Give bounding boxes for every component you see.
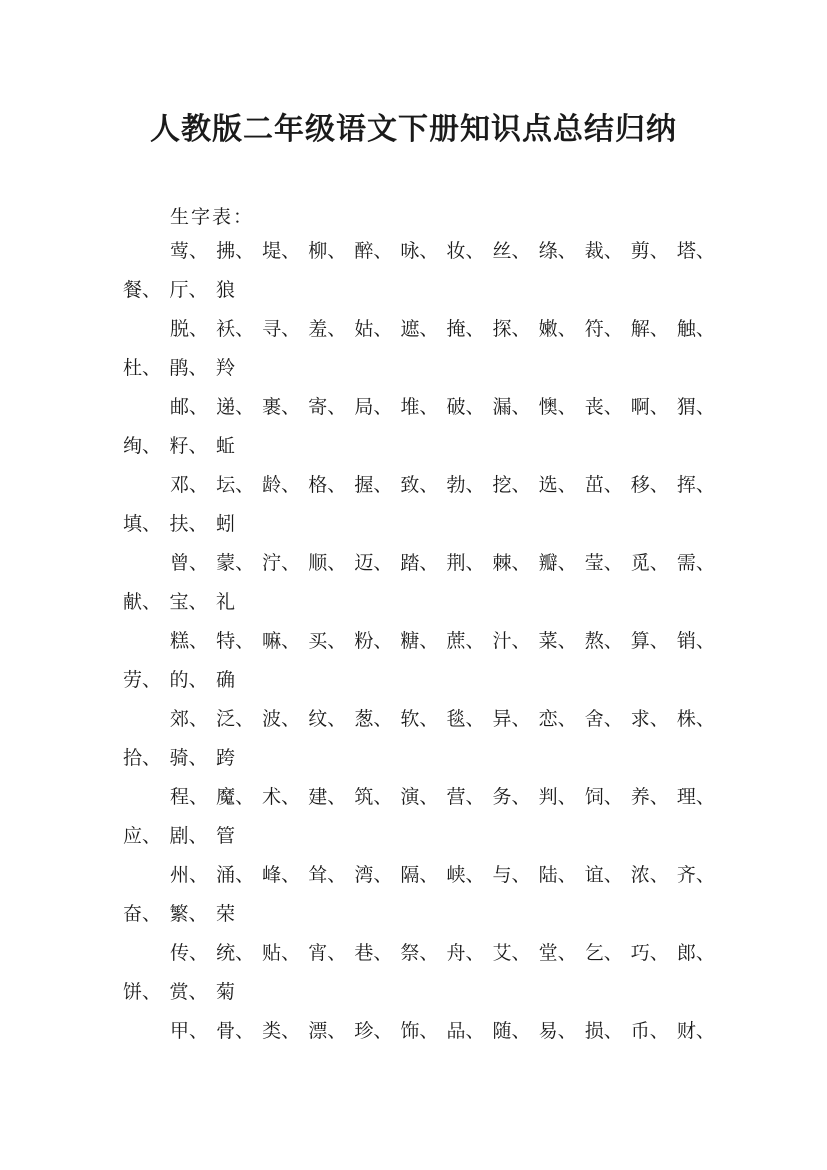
character-item: 羚 — [216, 357, 236, 379]
character-item: 荆、 — [446, 552, 485, 574]
character-item: 荣 — [216, 903, 236, 925]
character-item: 峡、 — [446, 864, 485, 886]
character-item: 涌、 — [216, 864, 255, 886]
character-item: 饰、 — [400, 1020, 439, 1042]
character-item: 舟、 — [446, 942, 485, 964]
entry-line-continuation — [123, 503, 723, 542]
character-item: 迈、 — [354, 552, 393, 574]
character-item: 柳、 — [308, 240, 347, 262]
character-item: 奋、 — [123, 903, 162, 925]
character-item: 符、 — [584, 318, 623, 340]
entry-line-continuation — [123, 893, 723, 932]
character-item: 买、 — [308, 630, 347, 652]
character-item: 州、 — [170, 864, 209, 886]
character-item: 应、 — [123, 825, 162, 847]
character-item: 郎、 — [676, 942, 715, 964]
entry-line-indented — [123, 308, 723, 347]
character-item: 龄、 — [262, 474, 301, 496]
character-item: 陆、 — [538, 864, 577, 886]
character-item: 觅、 — [630, 552, 669, 574]
character-item: 拂、 — [216, 240, 255, 262]
character-item: 鹃、 — [169, 357, 208, 379]
character-item: 类、 — [262, 1020, 301, 1042]
character-item: 挖、 — [492, 474, 531, 496]
character-item: 献、 — [123, 591, 162, 613]
character-item: 遮、 — [400, 318, 439, 340]
character-item: 咏、 — [400, 240, 439, 262]
character-item: 坛、 — [216, 474, 255, 496]
character-item: 宝、 — [169, 591, 208, 613]
character-item: 建、 — [308, 786, 347, 808]
character-item: 珍、 — [354, 1020, 393, 1042]
character-item: 漂、 — [308, 1020, 347, 1042]
character-item: 勃、 — [446, 474, 485, 496]
character-item: 饼、 — [123, 981, 162, 1003]
character-item: 汁、 — [492, 630, 531, 652]
character-item: 探、 — [492, 318, 531, 340]
character-item: 致、 — [400, 474, 439, 496]
character-item: 跨 — [216, 747, 236, 769]
character-item: 耸、 — [308, 864, 347, 886]
character-item: 易、 — [538, 1020, 577, 1042]
character-item: 局、 — [354, 396, 393, 418]
document-title: 人教版二年级语文下册知识点总结归纳 — [150, 112, 677, 147]
character-item: 曾、 — [170, 552, 209, 574]
character-item: 啊、 — [630, 396, 669, 418]
character-item: 泞、 — [262, 552, 301, 574]
character-item: 演、 — [400, 786, 439, 808]
entry-line-continuation — [123, 737, 723, 776]
character-item: 妆、 — [446, 240, 485, 262]
character-item: 齐、 — [676, 864, 715, 886]
character-item: 移、 — [630, 474, 669, 496]
character-item: 拾、 — [123, 747, 162, 769]
character-item: 湾、 — [354, 864, 393, 886]
character-item: 菊 — [216, 981, 236, 1003]
character-item: 厅、 — [169, 279, 208, 301]
character-item: 骨、 — [216, 1020, 255, 1042]
entry-line-continuation — [123, 269, 723, 308]
character-item: 绦、 — [538, 240, 577, 262]
entry-line-continuation — [123, 347, 723, 386]
character-item: 管 — [216, 825, 236, 847]
entry-line-indented — [123, 620, 723, 659]
entry-line-indented — [123, 932, 723, 971]
character-item: 浓、 — [630, 864, 669, 886]
character-item: 丧、 — [584, 396, 623, 418]
entry-line-indented — [123, 854, 723, 893]
character-item: 脱、 — [170, 318, 209, 340]
character-item: 币、 — [630, 1020, 669, 1042]
character-item: 株、 — [676, 708, 715, 730]
character-item: 需、 — [676, 552, 715, 574]
character-item: 裹、 — [262, 396, 301, 418]
character-item: 羞、 — [308, 318, 347, 340]
character-list — [123, 230, 723, 1088]
character-item: 魔、 — [216, 786, 255, 808]
character-item: 谊、 — [584, 864, 623, 886]
character-item: 剧、 — [169, 825, 208, 847]
character-item: 劳、 — [123, 669, 162, 691]
character-item: 寄、 — [308, 396, 347, 418]
character-item: 艾、 — [492, 942, 531, 964]
character-item: 醉、 — [354, 240, 393, 262]
character-item: 礼 — [216, 591, 236, 613]
character-item: 猬、 — [676, 396, 715, 418]
character-item: 特、 — [216, 630, 255, 652]
character-item: 峰、 — [262, 864, 301, 886]
character-item: 蚓 — [216, 513, 236, 535]
character-item: 蚯 — [216, 435, 236, 457]
character-item: 波、 — [262, 708, 301, 730]
character-item: 瓣、 — [538, 552, 577, 574]
character-item: 贴、 — [262, 942, 301, 964]
section-heading: 生字表： — [170, 206, 255, 228]
character-item: 的、 — [169, 669, 208, 691]
character-item: 狼 — [216, 279, 236, 301]
character-item: 统、 — [216, 942, 255, 964]
character-item: 蒙、 — [216, 552, 255, 574]
character-item: 财、 — [676, 1020, 715, 1042]
character-item: 繁、 — [169, 903, 208, 925]
character-item: 挥、 — [676, 474, 715, 496]
character-entry — [123, 698, 723, 776]
character-item: 选、 — [538, 474, 577, 496]
character-item: 泛、 — [216, 708, 255, 730]
character-item: 扶、 — [169, 513, 208, 535]
character-entry — [123, 464, 723, 542]
character-item: 随、 — [492, 1020, 531, 1042]
character-entry — [123, 1010, 723, 1088]
character-item: 嘛、 — [262, 630, 301, 652]
character-entry — [123, 776, 723, 854]
character-item: 蔗、 — [446, 630, 485, 652]
character-item: 填、 — [123, 513, 162, 535]
character-item: 茁、 — [584, 474, 623, 496]
character-item: 赏、 — [169, 981, 208, 1003]
character-item: 营、 — [446, 786, 485, 808]
character-item: 术、 — [262, 786, 301, 808]
character-item: 裁、 — [584, 240, 623, 262]
character-item: 毯、 — [446, 708, 485, 730]
character-item: 触、 — [676, 318, 715, 340]
character-item: 顺、 — [308, 552, 347, 574]
character-item: 破、 — [446, 396, 485, 418]
character-entry — [123, 308, 723, 386]
character-item: 隔、 — [400, 864, 439, 886]
entry-line-indented — [123, 1010, 723, 1049]
character-item: 杜、 — [123, 357, 162, 379]
character-item: 棘、 — [492, 552, 531, 574]
character-item: 籽、 — [169, 435, 208, 457]
character-item: 务、 — [492, 786, 531, 808]
character-item: 糕、 — [170, 630, 209, 652]
character-item: 筑、 — [354, 786, 393, 808]
character-item: 袄、 — [216, 318, 255, 340]
character-item: 粉、 — [354, 630, 393, 652]
character-item: 传、 — [170, 942, 209, 964]
character-item: 纹、 — [308, 708, 347, 730]
character-item: 莺、 — [170, 240, 209, 262]
entry-line-continuation — [123, 581, 723, 620]
character-item: 握、 — [354, 474, 393, 496]
character-item: 养、 — [630, 786, 669, 808]
entry-line-indented — [123, 464, 723, 503]
character-item: 确 — [216, 669, 236, 691]
character-item: 程、 — [170, 786, 209, 808]
character-item: 糖、 — [400, 630, 439, 652]
character-item: 递、 — [216, 396, 255, 418]
character-item: 踏、 — [400, 552, 439, 574]
character-item: 嫩、 — [538, 318, 577, 340]
character-item: 异、 — [492, 708, 531, 730]
entry-line-indented — [123, 698, 723, 737]
character-entry — [123, 854, 723, 932]
character-item: 判、 — [538, 786, 577, 808]
entry-line-continuation — [123, 971, 723, 1010]
entry-line-indented — [123, 386, 723, 425]
character-item: 骑、 — [169, 747, 208, 769]
character-item: 剪、 — [630, 240, 669, 262]
character-item: 邮、 — [170, 396, 209, 418]
character-item: 郊、 — [170, 708, 209, 730]
character-item: 损、 — [584, 1020, 623, 1042]
character-item: 姑、 — [354, 318, 393, 340]
character-item: 品、 — [446, 1020, 485, 1042]
character-item: 熬、 — [584, 630, 623, 652]
character-item: 懊、 — [538, 396, 577, 418]
character-item: 寻、 — [262, 318, 301, 340]
character-item: 宵、 — [308, 942, 347, 964]
character-item: 塔、 — [676, 240, 715, 262]
character-item: 祭、 — [400, 942, 439, 964]
character-item: 乞、 — [584, 942, 623, 964]
character-item: 堆、 — [400, 396, 439, 418]
character-entry — [123, 386, 723, 464]
character-item: 巧、 — [630, 942, 669, 964]
character-item: 邓、 — [170, 474, 209, 496]
character-item: 丝、 — [492, 240, 531, 262]
entry-line-indented — [123, 542, 723, 581]
character-item: 销、 — [676, 630, 715, 652]
character-entry — [123, 230, 723, 308]
character-entry — [123, 620, 723, 698]
entry-line-continuation — [123, 1049, 723, 1088]
character-item: 解、 — [630, 318, 669, 340]
character-item: 理、 — [676, 786, 715, 808]
character-entry — [123, 542, 723, 620]
character-item: 格、 — [308, 474, 347, 496]
entry-line-indented — [123, 776, 723, 815]
character-item: 掩、 — [446, 318, 485, 340]
character-item: 堂、 — [538, 942, 577, 964]
character-item: 漏、 — [492, 396, 531, 418]
character-item: 绚、 — [123, 435, 162, 457]
character-item: 舍、 — [584, 708, 623, 730]
character-item: 甲、 — [170, 1020, 209, 1042]
character-item: 与、 — [492, 864, 531, 886]
character-item: 菜、 — [538, 630, 577, 652]
character-item: 巷、 — [354, 942, 393, 964]
character-item: 饲、 — [584, 786, 623, 808]
entry-line-continuation — [123, 659, 723, 698]
character-item: 算、 — [630, 630, 669, 652]
character-item: 堤、 — [262, 240, 301, 262]
character-item: 求、 — [630, 708, 669, 730]
character-entry — [123, 932, 723, 1010]
character-item: 餐、 — [123, 279, 162, 301]
character-item: 莹、 — [584, 552, 623, 574]
character-item: 恋、 — [538, 708, 577, 730]
entry-line-continuation — [123, 815, 723, 854]
character-item: 软、 — [400, 708, 439, 730]
character-item: 葱、 — [354, 708, 393, 730]
entry-line-continuation — [123, 425, 723, 464]
entry-line-indented — [123, 230, 723, 269]
